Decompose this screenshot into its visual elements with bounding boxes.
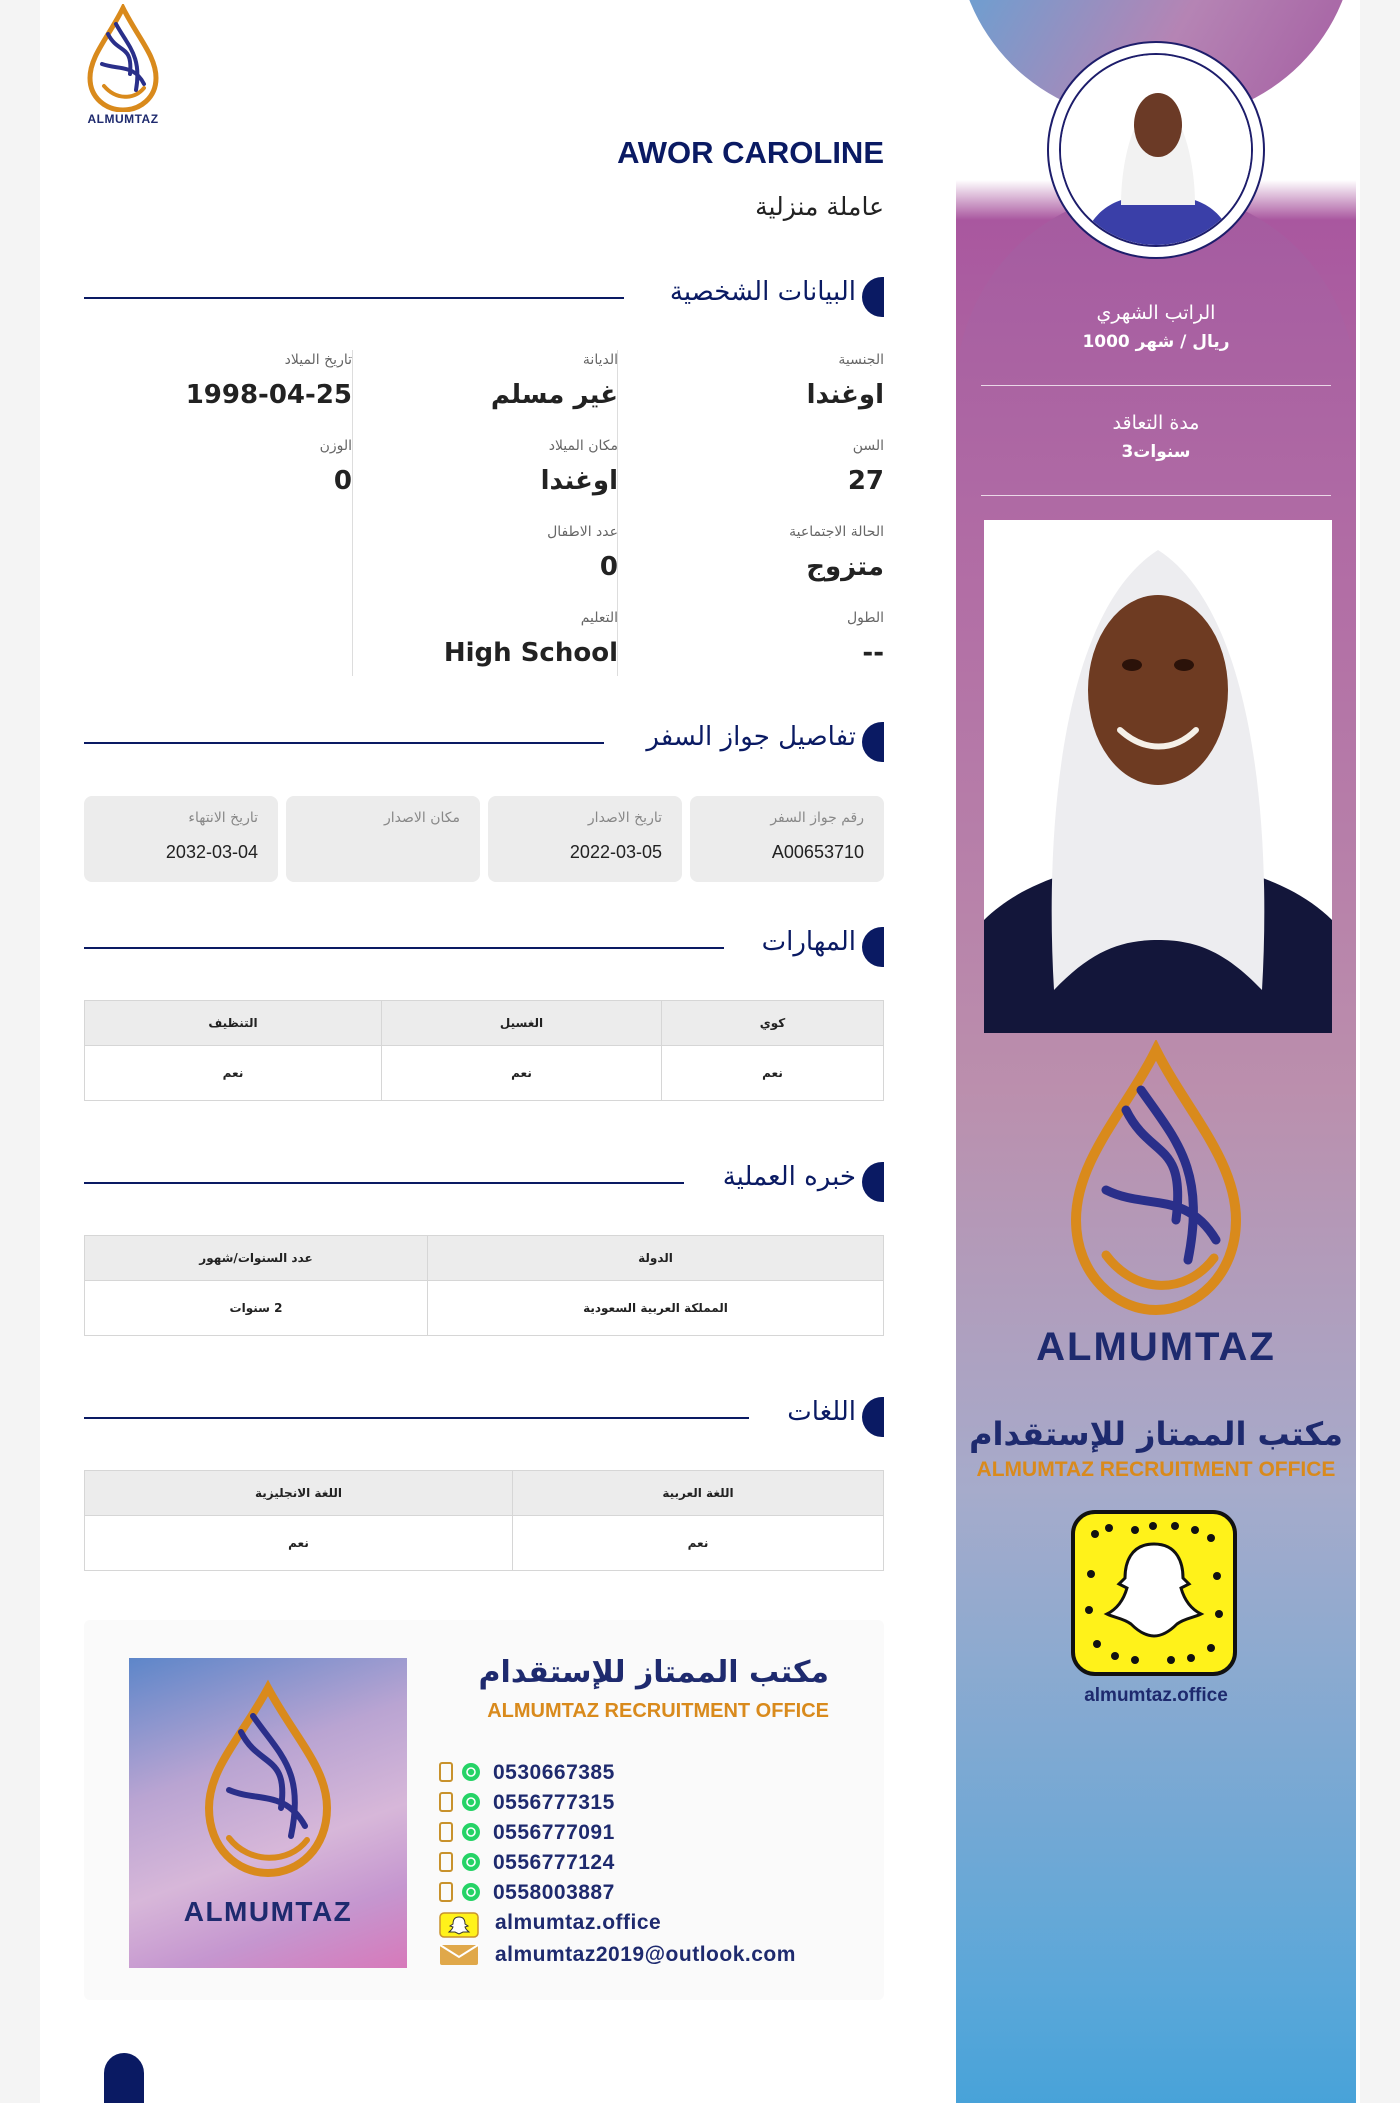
table-row [85, 1281, 884, 1336]
sidebar [956, 0, 1356, 2103]
passport-issue-place-card [286, 796, 480, 882]
mail-icon [439, 1944, 481, 1966]
banner-tile-brand: ALMUMTAZ [183, 1896, 353, 1927]
table-cell: 2 سنوات [85, 1281, 428, 1336]
table-header: اللغة العربية [513, 1471, 884, 1516]
portrait-image-icon [984, 520, 1332, 1033]
logo-caption: ALMUMTAZ [87, 112, 159, 126]
field-value: -- [862, 638, 884, 668]
phone-number[interactable]: 0530667385 [493, 1761, 615, 1784]
field-weight [112, 438, 352, 496]
field-birthplace [378, 438, 618, 496]
calligraphy-logo-icon [78, 4, 168, 112]
email-address[interactable]: almumtaz2019@outlook.com [495, 1943, 796, 1966]
phone-icon [439, 1762, 457, 1784]
snapchat-icon [439, 1912, 481, 1934]
table-header: كوي [662, 1001, 884, 1046]
passport-expiry-card [84, 796, 278, 882]
avatar-photo-icon [1061, 55, 1253, 247]
table-header: الغسيل [382, 1001, 662, 1046]
banner-office-ar: مكتب الممتاز للإستقدام [478, 1655, 829, 1690]
passport-value: 2022-03-05 [569, 842, 662, 862]
field-value: 0 [599, 552, 618, 582]
snapchat-handle[interactable]: almumtaz.office [495, 1911, 662, 1934]
section-skills [84, 925, 884, 969]
passport-label: رقم جواز السفر [770, 810, 864, 826]
phone-number[interactable]: 0556777315 [493, 1791, 615, 1814]
phone-icon [439, 1852, 457, 1874]
sidebar-snap-handle[interactable]: almumtaz.office [1084, 1685, 1228, 1706]
field-label: الديانة [582, 352, 618, 368]
candidate-occupation: عاملة منزلية [755, 192, 884, 221]
banner-office-en: ALMUMTAZ RECRUITMENT OFFICE [487, 1700, 829, 1722]
phone-row [439, 1880, 615, 1906]
field-label: مكان الميلاد [548, 438, 618, 454]
phone-row [439, 1820, 615, 1846]
phone-row [439, 1790, 615, 1816]
passport-label: تاريخ الاصدار [587, 810, 662, 826]
snapchat-row [439, 1910, 661, 1936]
phone-icon [439, 1882, 457, 1904]
salary-block [956, 302, 1356, 352]
field-value: غير مسلم [490, 380, 618, 410]
table-header: الدولة [428, 1236, 884, 1281]
field-height [644, 610, 884, 668]
banner-logo-tile [129, 1658, 407, 1968]
field-value: اوغندا [540, 466, 618, 496]
snapchat-ghost-icon [1075, 1514, 1233, 1672]
whatsapp-icon [461, 1792, 479, 1814]
field-label: عدد الاطفال [547, 524, 618, 540]
section-passport [84, 720, 884, 764]
phone-row [439, 1760, 615, 1786]
table-cell: نعم [382, 1046, 662, 1101]
salary-label: الراتب الشهري [1096, 302, 1216, 324]
portrait-photo [984, 520, 1332, 1033]
table-header: التنظيف [85, 1001, 382, 1046]
skills-table [84, 1000, 884, 1101]
logo-top [78, 4, 168, 128]
avatar [1047, 41, 1265, 259]
field-children [378, 524, 618, 582]
phone-number[interactable]: 0558003887 [493, 1881, 615, 1904]
field-value: 27 [847, 466, 884, 496]
field-birthdate [112, 352, 352, 410]
column-divider [352, 350, 353, 676]
field-label: تاريخ الميلاد [284, 352, 352, 368]
table-row [85, 1516, 884, 1571]
field-label: الحالة الاجتماعية [789, 524, 884, 540]
phone-icon [439, 1792, 457, 1814]
contract-value: 3سنوات [1121, 442, 1191, 462]
email-row [439, 1942, 796, 1968]
table-cell: المملكة العربية السعودية [428, 1281, 884, 1336]
section-passport-title: تفاصيل جواز السفر [646, 722, 856, 752]
section-languages-title: اللغات [787, 1397, 856, 1427]
cv-sheet [40, 0, 1360, 2103]
phone-number[interactable]: 0556777091 [493, 1821, 615, 1844]
whatsapp-icon [461, 1822, 479, 1844]
passport-label: تاريخ الانتهاء [188, 810, 258, 826]
divider [981, 385, 1331, 386]
sidebar-office-en: ALMUMTAZ RECRUITMENT OFFICE [976, 1458, 1336, 1481]
table-cell: نعم [662, 1046, 884, 1101]
sidebar-office-ar: مكتب الممتاز للإستقدام [969, 1415, 1343, 1453]
sidebar-brand: ALMUMTAZ [1036, 1325, 1276, 1369]
table-header: اللغة الانجليزية [85, 1471, 513, 1516]
passport-value: A00653710 [771, 842, 864, 862]
contract-label: مدة التعاقد [1112, 412, 1200, 434]
snapchat-code[interactable] [1071, 1510, 1237, 1676]
calligraphy-logo-icon [129, 1658, 407, 1888]
field-label: الوزن [319, 438, 352, 454]
phone-icon [439, 1822, 457, 1844]
table-cell: نعم [85, 1516, 513, 1571]
passport-issue-date-card [488, 796, 682, 882]
contact-banner [84, 1620, 884, 2000]
field-value: 1998-04-25 [185, 380, 352, 410]
table-row [85, 1046, 884, 1101]
passport-label: مكان الاصدار [384, 810, 460, 826]
phone-row [439, 1850, 615, 1876]
table-cell: نعم [513, 1516, 884, 1571]
section-personal [84, 275, 884, 319]
section-languages [84, 1395, 884, 1439]
calligraphy-logo-icon [1056, 1040, 1256, 1320]
field-education [378, 610, 618, 668]
languages-table [84, 1470, 884, 1571]
experience-table [84, 1235, 884, 1336]
table-cell: نعم [85, 1046, 382, 1101]
section-experience [84, 1160, 884, 1204]
section-experience-title: خبره العملية [722, 1162, 856, 1192]
field-label: التعليم [580, 610, 618, 626]
footer-accent [104, 2053, 144, 2103]
field-marital-status [644, 524, 884, 582]
field-label: الطول [846, 610, 884, 626]
field-value: متزوج [806, 552, 884, 582]
salary-value: 1000 ريال / شهر [1082, 332, 1230, 352]
field-religion [378, 352, 618, 410]
whatsapp-icon [461, 1762, 479, 1784]
phone-number[interactable]: 0556777124 [493, 1851, 615, 1874]
field-nationality [644, 352, 884, 410]
candidate-name: AWOR CAROLINE [617, 135, 884, 170]
field-age [644, 438, 884, 496]
section-skills-title: المهارات [761, 927, 856, 957]
contract-block [956, 412, 1356, 462]
field-value: 0 [333, 466, 352, 496]
passport-value: 2032-03-04 [165, 842, 258, 862]
whatsapp-icon [461, 1852, 479, 1874]
divider [981, 495, 1331, 496]
field-label: الجنسية [838, 352, 884, 368]
field-label: السن [852, 438, 884, 454]
field-value: High School [443, 638, 618, 668]
section-personal-title: البيانات الشخصية [669, 277, 856, 307]
whatsapp-icon [461, 1882, 479, 1904]
passport-number-card [690, 796, 884, 882]
field-value: اوغندا [806, 380, 884, 410]
table-header: عدد السنوات/شهور [85, 1236, 428, 1281]
